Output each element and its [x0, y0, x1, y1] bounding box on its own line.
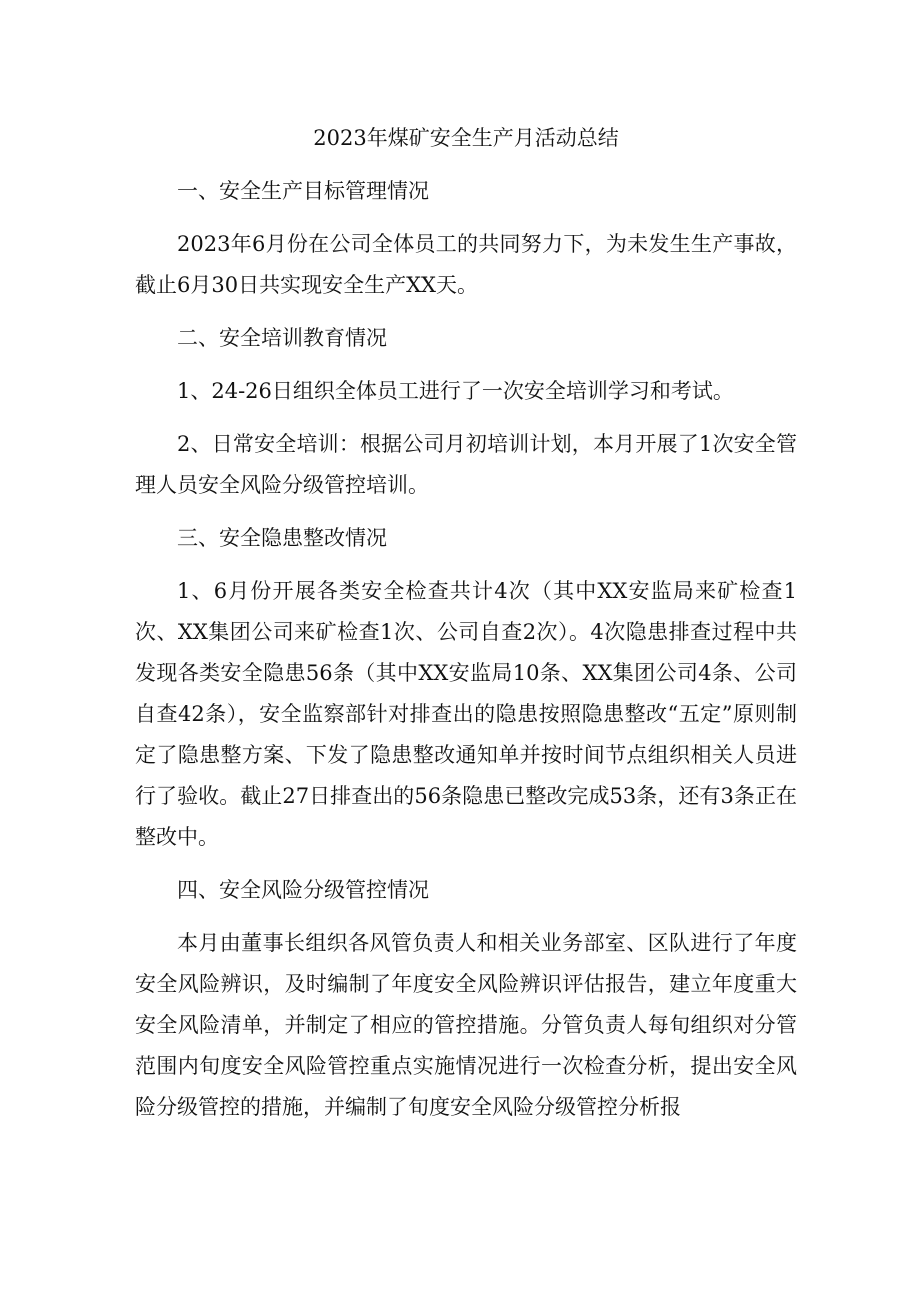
paragraph-daily-training: 2、日常安全培训：根据公司月初培训计划，本月开展了1次安全管理人员安全风险分级管控培训。 [135, 432, 797, 497]
paragraph-target-summary: 2023年6月份在公司全体员工的共同努力下，为未发生生产事故，截止6月30日共实现安全生产XX天。 [135, 232, 797, 297]
paragraph-training-exam: 1、24-26日组织全体员工进行了一次安全培训学习和考试。 [177, 379, 734, 403]
document-title: 2023年煤矿安全生产月活动总结 [313, 126, 619, 150]
section-heading-training: 二、安全培训教育情况 [177, 326, 387, 350]
paragraph-risk-identification: 本月由董事长组织各风管负责人和相关业务部室、区队进行了年度安全风险辨识，及时编制了年度安全风险辨识评估报告，建立年度重大安全风险清单，并制定了相应的管控措施。分管负责人每旬组织对分管范围内旬度安全风险管控重点实施情况进行一次检查分析，提出安全风险分级管控的措施，并编制了旬度安全风险分级管控分析报 [135, 931, 797, 1119]
paragraph-hazard-inspections: 1、6月份开展各类安全检查共计4次（其中XX安监局来矿检查1次、XX集团公司来矿检查1次、公司自查2次）。4次隐患排查过程中共发现各类安全隐患56条（其中XX安监局10条、XX集团公司4条、公司自查42条），安全监察部针对排查出的隐患按照隐患整改“五定”原则制定了隐患整方案、下发了隐患整改通知单并按时间节点组织相关人员进行了验收。截止27日排查出的56条隐患已整改完成53条，还有3条正在整改中。 [135, 579, 797, 849]
section-heading-target-management: 一、安全生产目标管理情况 [177, 179, 429, 203]
section-heading-hazard-rectification: 三、安全隐患整改情况 [177, 526, 387, 550]
section-heading-risk-control: 四、安全风险分级管控情况 [177, 878, 429, 902]
document-body [135, 118, 797, 1140]
